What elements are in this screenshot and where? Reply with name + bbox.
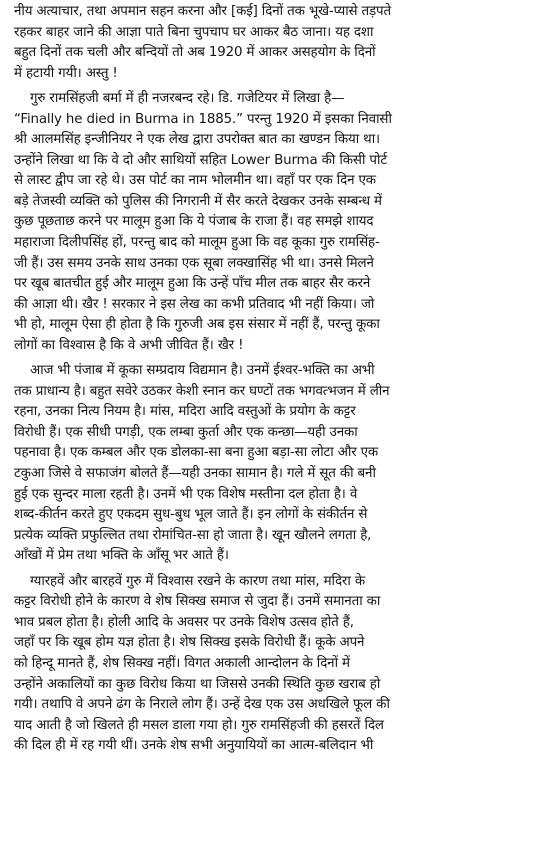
text-line: विरोधी हैं। एक सीधी पगड़ी, एक लम्बा कुर्ता और एक कन्छा—यही उनका	[14, 424, 358, 440]
text-line: उन्होंने अकालियों का कुछ विरोध किया था जिससे उनकी स्थिति कुछ खराब हो	[14, 676, 381, 692]
text-line: बहुत दिनों तक चली और बन्दियों तो अब 1920 में आकर असहयोग के दिनों	[14, 45, 376, 61]
text-line: की आज्ञा थी। खैर ! सरकार ने इस लेख का कभी प्रतिवाद भी नहीं किया। जो	[14, 296, 375, 312]
text-line: प्रत्येक व्यक्ति प्रफुल्लित तथा रोमांचित-सा हो जाता है। खून खौलने लगता है,	[14, 527, 372, 543]
text-line: कुछ पूछताछ करने पर मालूम हुआ कि ये पंजाब के राजा हैं। वह समझे शायद	[14, 214, 374, 230]
text-line: याद आती है जो खिलते ही मसल डाला गया हो। गुरु रामसिंहजी की हसरतें दिल	[14, 717, 384, 733]
paragraph-3	[14, 361, 542, 566]
text-line: को हिन्दू मानते हैं, शेष सिक्ख नहीं। विगत अकाली आन्दोलन के दिनों में	[14, 655, 350, 671]
text-line: भी हो, मालूम ऐसा ही होता है कि गुरुजी अब इस संसार में नहीं हैं, परन्तु कूका	[14, 317, 380, 333]
paragraph-4	[14, 572, 542, 757]
paragraph-1	[14, 2, 542, 84]
text-line: में हटायी गयी। अस्तु !	[14, 65, 118, 81]
text-line: रहकर बाहर जाने की आज्ञा पाते बिना चुपचाप घर आकर बैठ जाना। यह दशा	[14, 24, 374, 40]
text-line: रहना, उनका नित्य नियम है। मांस, मदिरा आदि वस्तुओं के प्रयोग के कट्टर	[14, 404, 356, 420]
text-line: उन्होंने लिखा था कि वे दो और साथियों सहित Lower Burma की किसी पोर्ट	[14, 152, 387, 168]
text-line: आज भी पंजाब में कूका सम्प्रदाय विद्यमान है। उनमें ईश्वर-भक्ति का अभी	[30, 363, 375, 379]
text-line: शब्द-कीर्तन करते हुए एकदम सुध-बुध भूल जाते हैं। इन लोगों के संकीर्तन से	[14, 507, 368, 523]
text-line: जहाँ पर कि खूब होम यज्ञ होता है। शेष सिक्ख इसके विरोधी हैं। कूके अपने	[14, 635, 365, 651]
text-line: की दिल ही में रह गयी थीं। उनके शेष सभी अनुयायियों का आत्म-बलिदान भी	[14, 738, 374, 754]
text-line: गयी। तथापि वे अपने ढंग के निराले लोग हैं। उन्हें देख एक उस अधखिले फूल की	[14, 697, 390, 713]
text-line: लोगों का विश्वास है कि वे अभी जीवित हैं। खैर !	[14, 337, 244, 353]
text-line: पहनावा है। एक कम्बल और एक डोलका-सा बना हुआ बड़ा-सा लोटा और एक	[14, 445, 379, 461]
text-line: जी हैं। उस समय उनके साथ उनका एक सूबा लक्खासिंह भी था। उनसे मिलने	[14, 255, 374, 271]
text-line: श्री आलमसिंह इन्जीनियर ने एक लेख द्वारा उपरोक्त बात का खण्डन किया था।	[14, 132, 380, 148]
text-line: से लास्ट द्वीप जा रहे थे। उस पोर्ट का नाम भोलमीन था। वहाँ पर एक दिन एक	[14, 173, 376, 189]
text-line: भाव प्रबल होता है। होली आदि के अवसर पर उनके विशेष उत्सव होते हैं,	[14, 614, 354, 630]
text-line: कट्टर विरोधी होने के कारण वे शेष सिक्ख समाज से जुदा हैं। उनमें समानता का	[14, 594, 381, 610]
text-line: बड़े तेजस्वी व्यक्ति को पुलिस की निगरानी में सैर करते देखकर उनके सम्बन्ध में	[14, 193, 382, 209]
text-line: “Finally he died in Burma in 1885.” परन्तु 1920 में इसका निवासी	[14, 111, 392, 127]
text-line: टकुआ जिसे वे सफाजंग बोलते हैं—यही उनका सामान है। गले में सूत की बनी	[14, 466, 376, 482]
text-line: गुरु रामसिंहजी बर्मा में ही नजरबन्द रहे। डि. गजेटियर में लिखा है—	[30, 91, 345, 107]
text-line: नीय अत्याचार, तथा अपमान सहन करना और [कई] दिनों तक भूखे-प्यासे तड़पते	[14, 4, 391, 19]
text-line: तक प्राधान्य है। बहुत सवेरे उठकर केशी स्नान कर घण्टों तक भगवत्भजन में लीन	[14, 383, 390, 399]
text-line: पर खूब बातचीत हुई और मालूम हुआ कि उन्हें पाँच मील तक बाहर सैर करने	[14, 276, 371, 292]
text-line: ग्यारहवें और बारहवें गुरु में विश्वास रखने के कारण तथा मांस, मदिरा के	[30, 573, 365, 589]
paragraph-2	[14, 89, 542, 356]
text-line: आँखों में प्रेम तथा भक्ति के आँसू भर आते हैं।	[14, 548, 229, 564]
text-line: हुई एक सुन्दर माला रहती है। उनमें भी एक विशेष मस्तीना दल होता है। वे	[14, 486, 358, 502]
text-line: महाराजा दिलीपसिंह हों, परन्तु बाद को मालूम हुआ कि वह कूका गुरु रामसिंह-	[14, 235, 380, 251]
